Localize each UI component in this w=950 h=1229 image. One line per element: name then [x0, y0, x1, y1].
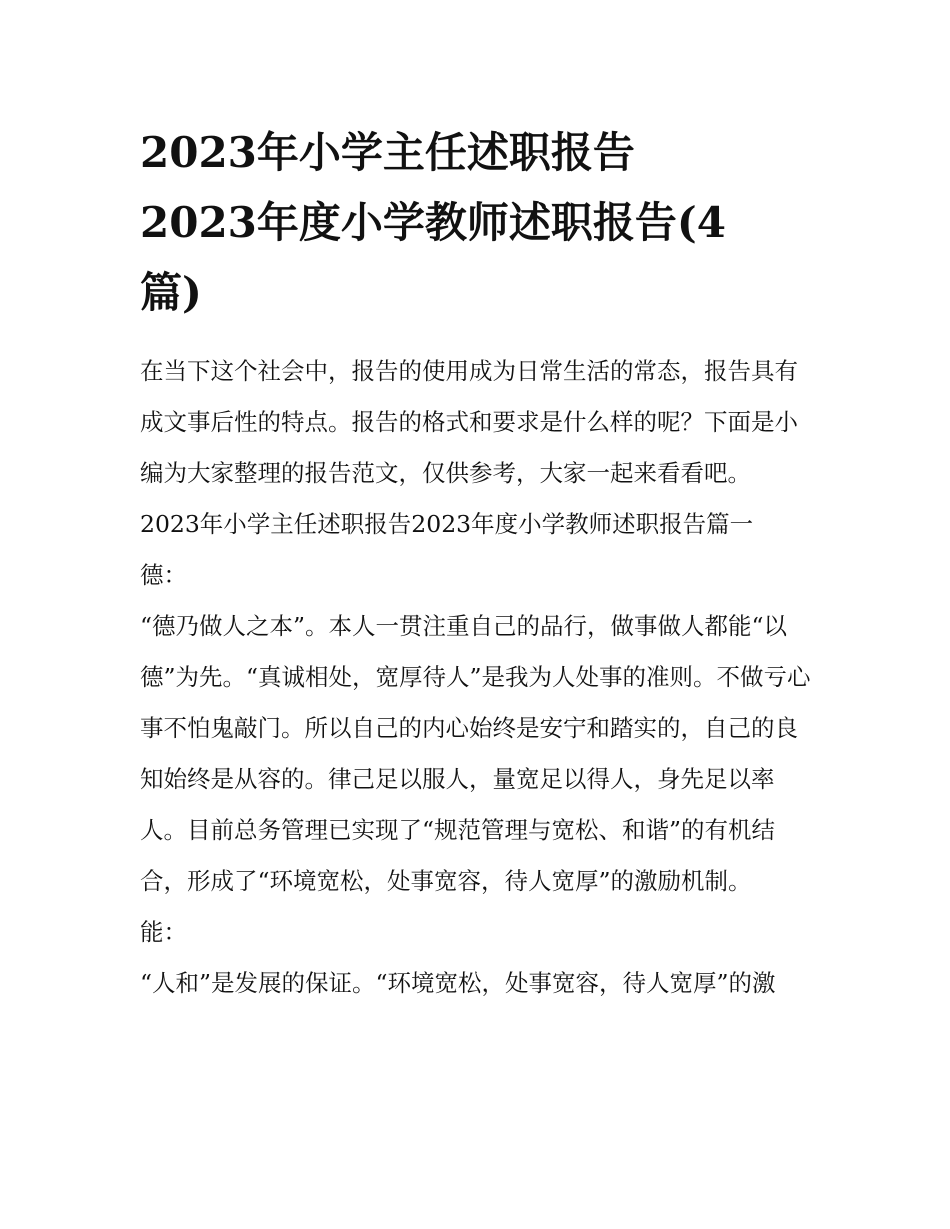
document-title — [140, 118, 812, 328]
title-line-2: 2023年度小学教师述职报告(4 — [140, 198, 726, 247]
document-page — [140, 118, 812, 1009]
section-heading: 2023年小学主任述职报告2023年度小学教师述职报告篇一 — [140, 510, 754, 538]
title-line-1: 2023年小学主任述职报告 — [140, 128, 635, 177]
subheading-de: 德： — [140, 561, 187, 589]
document-body — [140, 346, 812, 1009]
intro-paragraph: 在当下这个社会中，报告的使用成为日常生活的常态，报告具有成文事后性的特点。报告的格式和要求是什么样的呢？下面是小编为大家整理的报告范文，仅供参考，大家一起来看看吧。 — [140, 357, 798, 487]
subheading-neng: 能： — [140, 918, 187, 946]
paragraph-de: “德乃做人之本”。本人一贯注重自己的品行，做事做人都能“以德”为先。“真诚相处，宽厚待人”是我为人处事的准则。不做亏心事不怕鬼敲门。所以自己的内心始终是安宁和踏实的，自己的良知始终是从容的。律己足以服人，量宽足以得人，身先足以率人。目前总务管理已实现了“规范管理与宽松、和谐”的有机结合，形成了“环境宽松，处事宽容，待人宽厚”的激励机制。 — [140, 612, 811, 895]
paragraph-neng: “人和”是发展的保证。“环境宽松，处事宽容，待人宽厚”的激 — [140, 969, 776, 997]
title-line-3: 篇) — [140, 268, 202, 317]
